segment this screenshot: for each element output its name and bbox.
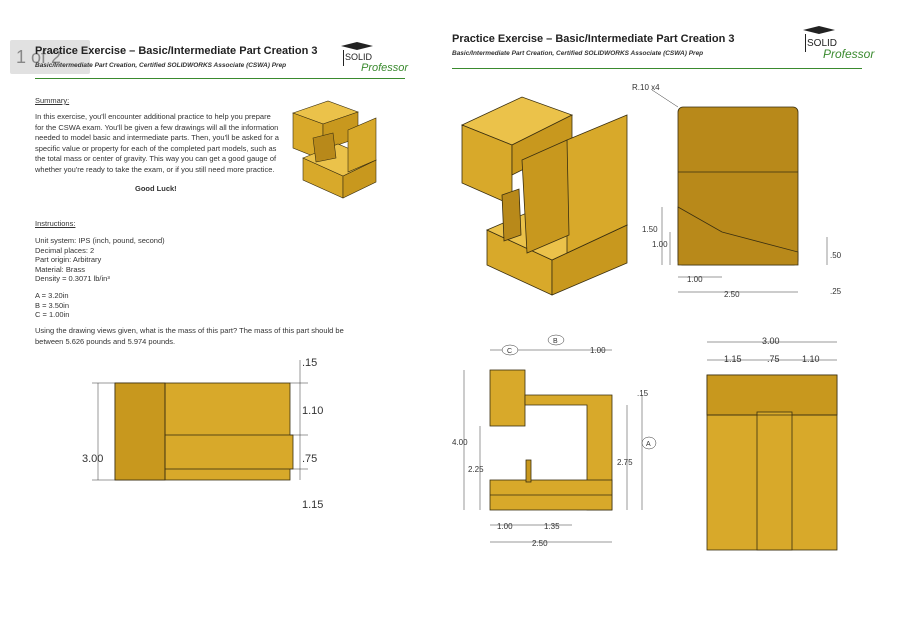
instruction-line: Unit system: IPS (inch, pound, second) (35, 236, 165, 245)
dim-variable-c: C (507, 348, 513, 355)
solid-professor-logo-right (797, 24, 877, 67)
dim-height-label: 3.00 (82, 453, 104, 465)
dim-label: 1.00 (497, 522, 513, 531)
good-luck-text: Good Luck! (135, 184, 177, 193)
summary-line: In this exercise, you'll encounter additional practice to help you prepare (35, 112, 271, 121)
summary-text (35, 112, 290, 175)
front-view-drawing (452, 330, 672, 555)
dim-label: 1.15 (302, 499, 324, 511)
dim-label: 2.50 (532, 539, 548, 548)
left-page (0, 0, 452, 640)
dim-label: 4.00 (452, 438, 468, 447)
left-page-subtitle: Basic/Intermediate Part Creation, Certified SOLIDWORKS Associate (CSWA) Prep (35, 62, 287, 69)
dim-radius-label: R.10 x4 (632, 83, 660, 92)
logo-word-solid: SOLID (345, 52, 373, 62)
left-page-title: Practice Exercise – Basic/Intermediate Part Creation 3 (35, 45, 318, 57)
question-line: between 5.626 pounds and 5.974 pounds. (35, 336, 176, 346)
instruction-line: Decimal places: 2 (35, 245, 95, 255)
dim-label: 1.00 (687, 275, 703, 284)
top-view-drawing (622, 82, 862, 302)
dim-label: 3.00 (762, 336, 780, 346)
instruction-line: Material: Brass (35, 264, 86, 274)
variable-line: C = 1.00in (35, 310, 70, 319)
question-line: Using the drawing views given, what is the mass of this part? The mass of this part should be (35, 326, 344, 335)
part-isometric-view (457, 85, 637, 300)
part-isometric-thumbnail (288, 98, 388, 208)
logo-word-solid: SOLID (807, 38, 838, 49)
right-page-subtitle: Basic/Intermediate Part Creation, Certified SOLIDWORKS Associate (CSWA) Prep (452, 50, 704, 57)
summary-line: needed to model basic and intermediate parts. Then, you'll be asked for a (35, 133, 279, 142)
right-page-title: Practice Exercise – Basic/Intermediate Part Creation 3 (452, 33, 735, 45)
dim-label: 2.75 (617, 458, 633, 467)
dim-label: .75 (767, 354, 780, 364)
dim-label: 1.15 (724, 354, 742, 364)
summary-line: for the CSWA exam. You'll be given a few drawings will all the information (35, 122, 279, 132)
summary-heading: Summary: (35, 96, 70, 105)
logo-word-professor: Professor (361, 62, 409, 74)
instructions-list (35, 236, 165, 284)
dim-label: .15 (302, 357, 318, 369)
dim-label: .50 (830, 251, 842, 260)
dim-label: 2.25 (468, 465, 484, 474)
dim-label: 1.50 (642, 225, 658, 234)
summary-line: whether you're ready to take the exam, or if you still need more practice. (35, 164, 275, 174)
dim-label: .15 (637, 389, 649, 398)
dim-label: 1.10 (802, 354, 820, 364)
right-page (452, 0, 905, 640)
variables-list (35, 291, 69, 320)
side-view-drawing (702, 330, 862, 555)
dim-label: .25 (830, 287, 842, 296)
dim-label: 2.50 (724, 290, 740, 299)
solid-professor-logo-left (335, 40, 409, 79)
variable-line: A = 3.20in (35, 291, 69, 300)
instruction-line: Density = 0.3071 lb/in³ (35, 274, 110, 283)
variable-line: B = 3.50in (35, 300, 69, 310)
dim-label: .75 (302, 453, 318, 465)
page-indicator-badge: 1 of 2 (10, 40, 90, 74)
dim-variable-b: B (553, 338, 558, 345)
dim-label: 1.00 (590, 346, 606, 355)
summary-line: specific value or property for each of the completed part models, such as (35, 143, 277, 153)
dim-label: 1.00 (652, 240, 668, 249)
dim-label: 1.35 (544, 522, 560, 531)
question-text (35, 326, 375, 347)
dim-variable-a: A (646, 441, 651, 448)
left-page-side-view-drawing (70, 350, 360, 511)
instruction-line: Part origin: Arbitrary (35, 255, 102, 264)
logo-word-professor: Professor (823, 47, 875, 61)
dim-label: 1.10 (302, 405, 324, 417)
instructions-heading: Instructions: (35, 219, 76, 228)
header-rule (452, 68, 862, 69)
summary-line: the total mass or center of gravity. This way you can get a good gauge of (35, 154, 277, 163)
